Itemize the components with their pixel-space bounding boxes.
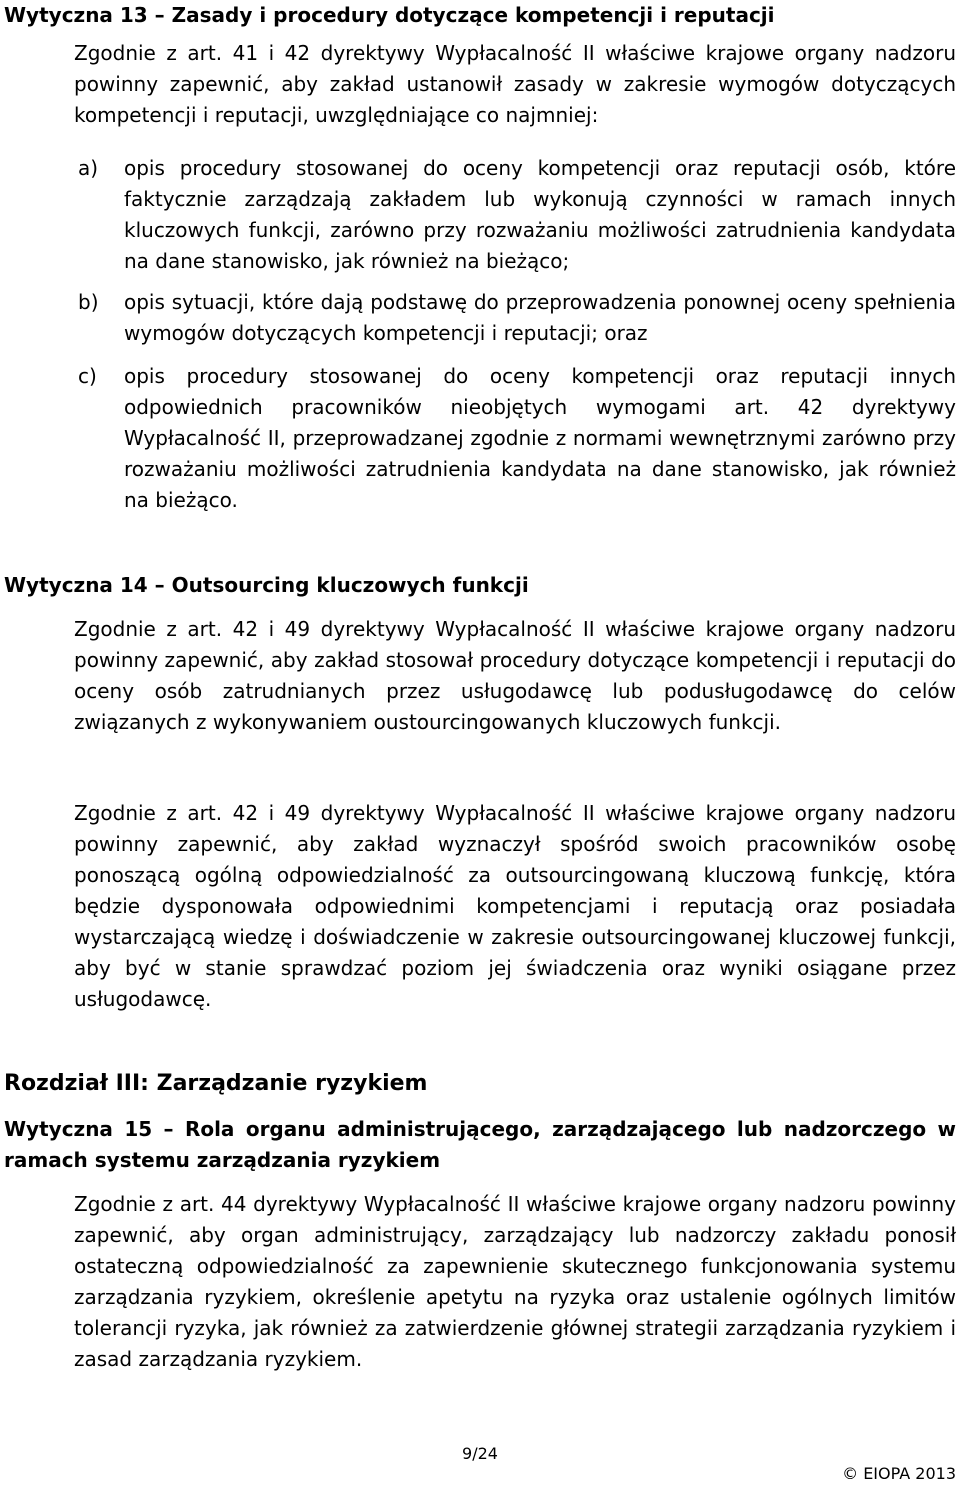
paragraph-1-35: [4, 614, 956, 738]
paragraph-number: [4, 1189, 74, 1220]
list-marker: a): [78, 156, 99, 180]
paragraph-1-37: [4, 1189, 956, 1375]
page-number: 9/24: [462, 1444, 498, 1463]
paragraph-1-34: [4, 38, 956, 131]
list-marker: b): [78, 290, 99, 314]
paragraph-number: [4, 798, 74, 829]
guideline-14-heading: Wytyczna 14 – Outsourcing kluczowych funkcji: [4, 573, 529, 597]
paragraph-text: Zgodnie z art. 42 i 49 dyrektywy Wypłacalność II właściwe krajowe organy nadzoru powinny zapewnić, aby zakład wyznaczył spośród swoich pracowników osobę ponoszącą ogólną odpowiedzialność za outsourcingowaną kluczową funkcję, która będzie dysponowała odpowiednimi kompetencjami i reputacją oraz posiadała wystarczającą wiedzę i doświadczenie w zakresie outsourcingowanej kluczowej funkcji, aby być w stanie sprawdzać poziom jej świadczenia oraz wyniki osiągane przez usługodawcę.: [74, 801, 956, 1011]
copyright-notice: © EIOPA 2013: [842, 1464, 956, 1483]
list-marker: c): [78, 364, 97, 388]
paragraph-text: Zgodnie z art. 42 i 49 dyrektywy Wypłacalność II właściwe krajowe organy nadzoru powinny zapewnić, aby zakład stosował procedury dotyczące kompetencji i reputacji do oceny osób zatrudnianych przez usługodawcę lub podusługodawcę do celów związanych z wykonywaniem oustourcingowanych kluczowych funkcji.: [74, 617, 956, 734]
paragraph-number: [4, 614, 74, 645]
list-item-b: [78, 287, 956, 349]
list-item-text: opis procedury stosowanej do oceny kompetencji oraz reputacji innych odpowiednich pracowników nieobjętych wymogami art. 42 dyrektywy Wypłacalność II, przeprowadzanej zgodnie z normami wewnętrznymi zarówno przy rozważaniu możliwości zatrudnienia kandydata na dane stanowisko, jak również na bieżąco.: [124, 364, 956, 512]
list-item-text: opis procedury stosowanej do oceny kompetencji oraz reputacji osób, które faktycznie zarządzają zakładem lub wykonują czynności w ramach innych kluczowych funkcji, zarówno przy rozważaniu możliwości zatrudnienia kandydata na dane stanowisko, jak również na bieżąco;: [124, 156, 956, 273]
paragraph-1-36: [4, 798, 956, 1015]
guideline-15-heading: Wytyczna 15 – Rola organu administrującego, zarządzającego lub nadzorczego w ramach systemu zarządzania ryzykiem: [4, 1117, 956, 1172]
list-item-text: opis sytuacji, które dają podstawę do przeprowadzenia ponownej oceny spełnienia wymogów dotyczących kompetencji i reputacji; oraz: [124, 290, 956, 345]
paragraph-number: [4, 38, 74, 69]
guideline-13-heading: Wytyczna 13 – Zasady i procedury dotyczące kompetencji i reputacji: [4, 3, 775, 27]
list-item-a: [78, 153, 956, 277]
paragraph-text: Zgodnie z art. 44 dyrektywy Wypłacalność II właściwe krajowe organy nadzoru powinny zapewnić, aby organ administrujący, zarządzający lub nadzorczy zakładu ponosił ostateczną odpowiedzialność za zapewnienie skutecznego funkcjonowania systemu zarządzania ryzykiem, określenie apetytu na ryzyka oraz ustalenie ogólnych limitów tolerancji ryzyka, jak również za zatwierdzenie głównej strategii zarządzania ryzykiem i zasad zarządzania ryzykiem.: [74, 1192, 956, 1371]
chapter-3-heading: Rozdział III: Zarządzanie ryzykiem: [4, 1071, 428, 1096]
list-item-c: [78, 361, 956, 516]
paragraph-text: Zgodnie z art. 41 i 42 dyrektywy Wypłacalność II właściwe krajowe organy nadzoru powinny zapewnić, aby zakład ustanowił zasady w zakresie wymogów dotyczących kompetencji i reputacji, uwzględniające co najmniej:: [74, 41, 956, 127]
